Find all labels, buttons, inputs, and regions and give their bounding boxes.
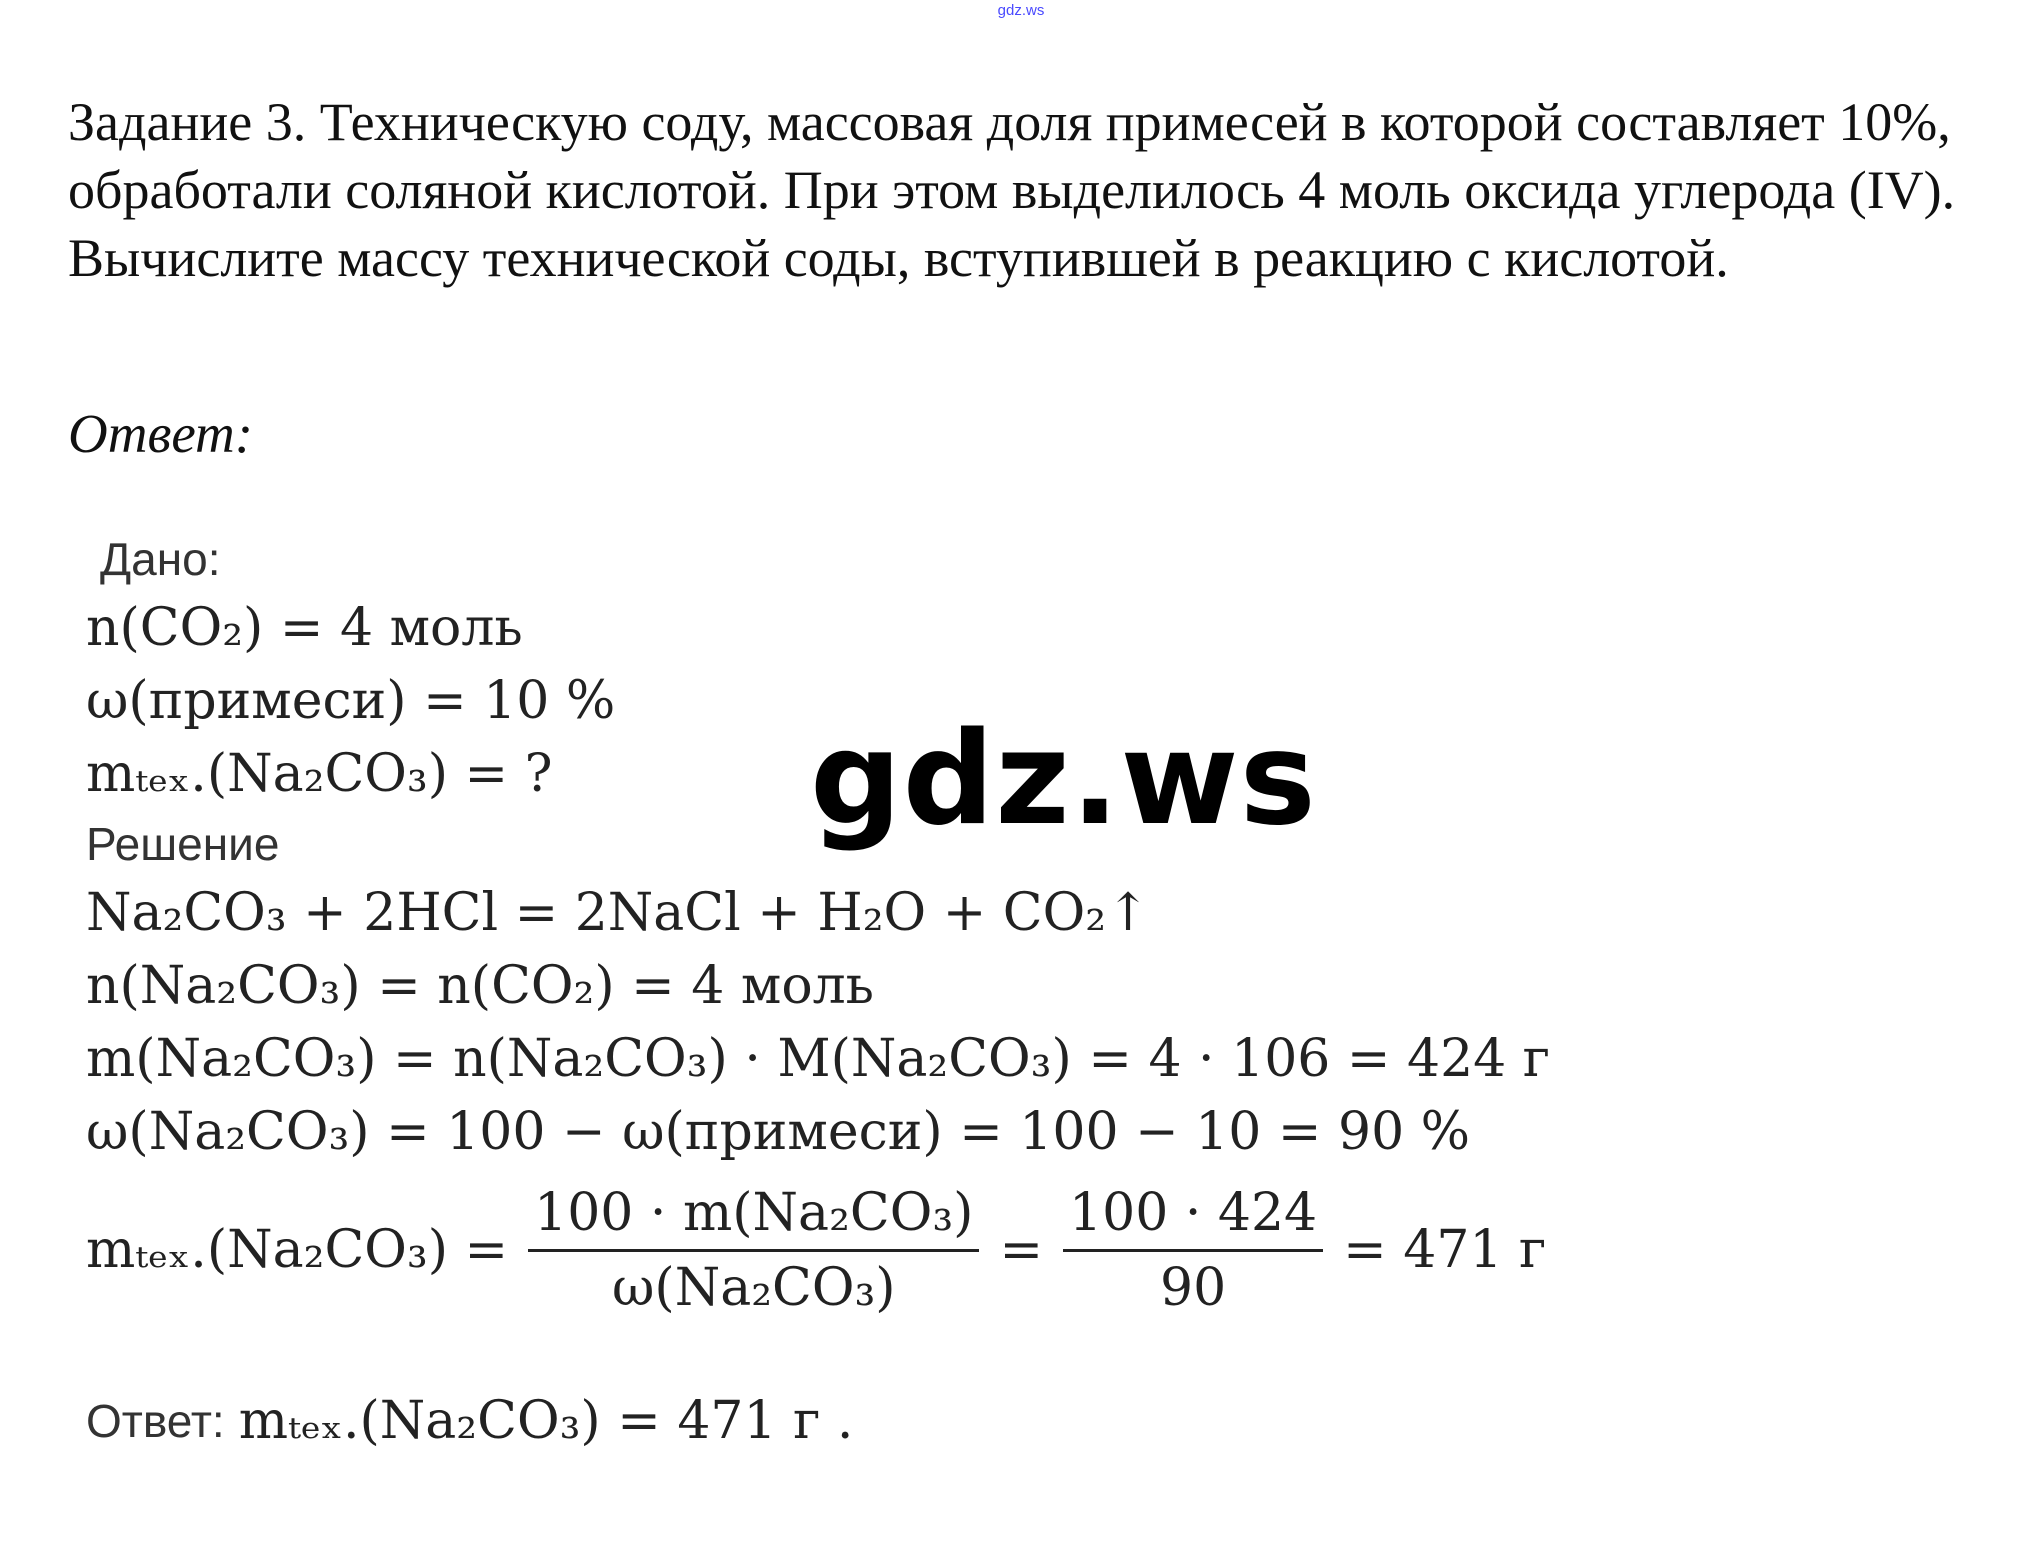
answer-heading: Ответ: <box>68 403 254 464</box>
fraction-1 <box>528 1183 979 1318</box>
given-label: Дано: <box>100 533 221 585</box>
fraction-lhs: mₜₑₓ.(Na₂CO₃) = <box>86 1220 509 1280</box>
final-answer-label: Ответ: <box>86 1395 225 1447</box>
given-item: ω(примеси) = 10 % <box>86 671 616 731</box>
fraction-1-numerator: 100 · m(Na₂CO₃) <box>528 1183 979 1252</box>
site-header-link[interactable]: gdz.ws <box>997 2 1045 19</box>
fraction-rhs: = 471 г <box>1343 1220 1547 1280</box>
fraction-2 <box>1063 1183 1323 1318</box>
final-answer <box>86 1391 1786 1451</box>
solution-step: n(Na₂CO₃) = n(CO₂) = 4 моль <box>86 956 874 1016</box>
watermark-logo: gdz.ws <box>810 705 1317 854</box>
fraction-equals: = <box>999 1220 1044 1280</box>
solution-step: ω(Na₂CO₃) = 100 − ω(примеси) = 100 − 10 = 90 % <box>86 1102 1471 1162</box>
given-item: n(CO₂) = 4 моль <box>86 598 523 658</box>
fraction-2-denominator: 90 <box>1160 1257 1227 1318</box>
solution-step: Na₂CO₃ + 2HCl = 2NaCl + H₂O + CO₂↑ <box>86 883 1150 943</box>
fraction-step <box>86 1173 1786 1327</box>
solution-label: Решение <box>86 818 280 870</box>
fraction-2-numerator: 100 · 424 <box>1063 1183 1323 1252</box>
solution-step: m(Na₂CO₃) = n(Na₂CO₃) · M(Na₂CO₃) = 4 · 106 = 424 г <box>86 1029 1551 1089</box>
task-text: Задание 3. Техническую соду, массовая доля примесей в которой составляет 10%, обработали соляной кислотой. При этом выделилось 4 моль оксида углерода (IV). Вычислите массу технической соды, вступившей в реакцию с кислотой. <box>68 92 1956 288</box>
given-item: mₜₑₓ.(Na₂CO₃) = ? <box>86 744 553 804</box>
fraction-1-denominator: ω(Na₂CO₃) <box>612 1257 896 1318</box>
final-answer-value: mₜₑₓ.(Na₂CO₃) = 471 г . <box>238 1391 854 1451</box>
solution-block <box>86 526 1786 1451</box>
